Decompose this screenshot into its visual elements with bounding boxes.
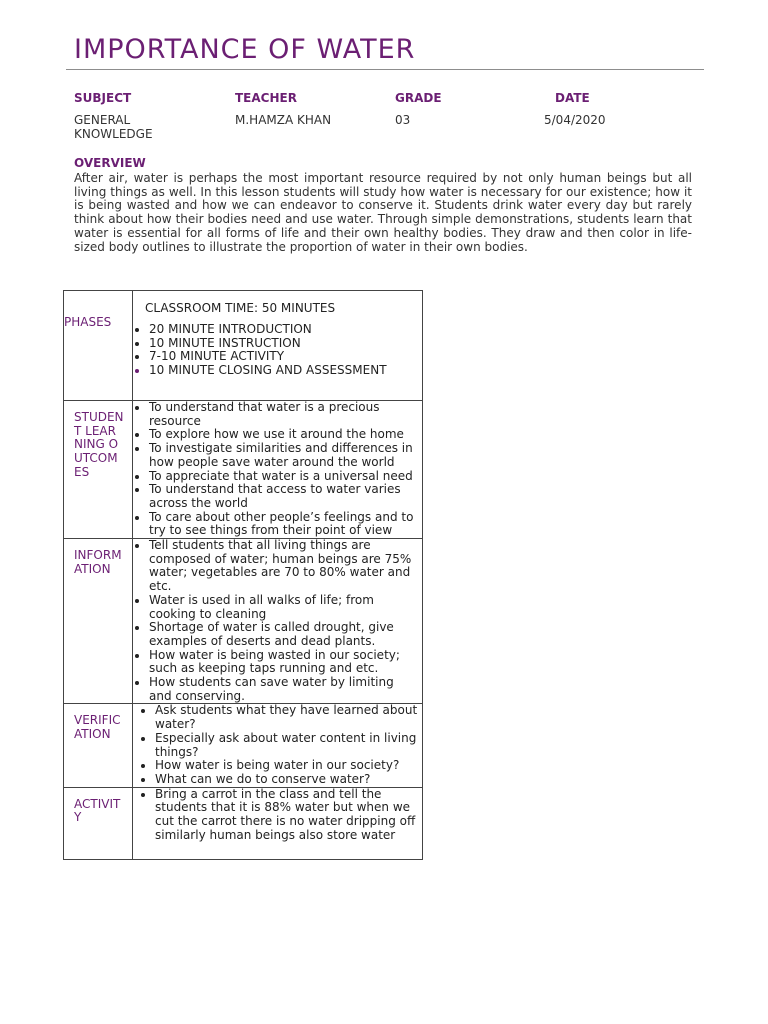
verification-row [64,704,423,787]
title-divider [66,69,704,70]
classroom-time: CLASSROOM TIME: 50 MINUTES [145,301,336,315]
activity-label-cell [64,787,133,859]
list-item: • To appreciate that water is a universal need [149,470,418,484]
list-item: • How water is being wasted in our society; such as keeping taps running and etc. [149,649,418,676]
outcomes-list [133,401,422,538]
subject-value-line-2: KNOWLEDGE [74,127,153,141]
activity-content [133,787,423,859]
grade-label: GRADE [395,91,442,105]
phases-content [133,291,423,401]
date-value: 5/04/2020 [544,113,606,127]
subject-value [74,113,153,141]
date-label: DATE [555,91,590,105]
list-item: • Ask students what they have learned about water? [155,704,418,731]
information-content [133,539,423,704]
teacher-label: TEACHER [235,91,297,105]
phases-label-cell [64,291,133,401]
verification-list [133,704,422,786]
lesson-plan-table [63,290,423,860]
overview-heading: OVERVIEW [74,156,146,170]
list-item: • How students can save water by limiting and conserving. [149,676,418,703]
list-item: • 10 MINUTE CLOSING AND ASSESSMENT [149,364,418,378]
information-label-cell [64,539,133,704]
grade-value: 03 [395,113,411,127]
outcomes-label: STUDENT LEARNING OUTCOMES [74,410,124,479]
information-label: INFORMATION [74,548,122,576]
page-title: IMPORTANCE OF WATER [74,34,416,65]
information-row [64,539,423,704]
information-list [133,539,422,703]
phases-label: PHASES [64,315,112,329]
list-item: • To care about other people’s feelings and to try to see things from their point of view [149,511,418,538]
list-item: • 10 MINUTE INSTRUCTION [149,337,418,351]
outcomes-row [64,401,423,539]
list-item: • 7-10 MINUTE ACTIVITY [149,350,418,364]
phases-row [64,291,423,401]
verification-label-cell [64,704,133,787]
list-item: • 20 MINUTE INTRODUCTION [149,323,418,337]
list-item: • To understand that access to water varies across the world [149,483,418,510]
activity-row [64,787,423,859]
teacher-value: M.HAMZA KHAN [235,113,332,127]
subject-value-line-1: GENERAL [74,113,131,127]
activity-label: ACTIVITY [74,796,121,825]
list-item: • Water is used in all walks of life; from cooking to cleaning [149,594,418,621]
list-item: • Bring a carrot in the class and tell the students that it is 88% water but when we cut the carrot there is no water dripping off similarly human beings also store water [155,788,418,843]
list-item: • How water is being water in our society? [155,759,418,773]
list-item: • Especially ask about water content in living things? [155,732,418,759]
verification-label: VERIFICATION [74,713,121,742]
verification-content [133,704,423,787]
list-item: • To explore how we use it around the home [149,428,418,442]
outcomes-label-cell [64,401,133,539]
list-item: • To understand that water is a precious resource [149,401,418,428]
outcomes-content [133,401,423,539]
list-item: • Shortage of water is called drought, give examples of deserts and dead plants. [149,621,418,648]
overview-text: After air, water is perhaps the most important resource required by not only human beings but all living things as well. In this lesson students will study how water is necessary for our existence; how it is being wasted and how we can endeavor to conserve it. Students drink water every day but rarely think about how their bodies need and use water. Through simple demonstrations, students learn that water is essential for all forms of life and their own healthy bodies. They draw and then color in life-sized body outlines to illustrate the proportion of water in their own bodies. [74,171,692,254]
list-item: • What can we do to conserve water? [155,773,418,787]
list-item: • Tell students that all living things are composed of water; human beings are 75% water; vegetables are 70 to 80% water and etc. [149,539,418,594]
activity-list [133,788,422,843]
list-item: • To investigate similarities and differences in how people save water around the world [149,442,418,469]
phases-list [133,323,422,378]
subject-label: SUBJECT [74,91,132,105]
